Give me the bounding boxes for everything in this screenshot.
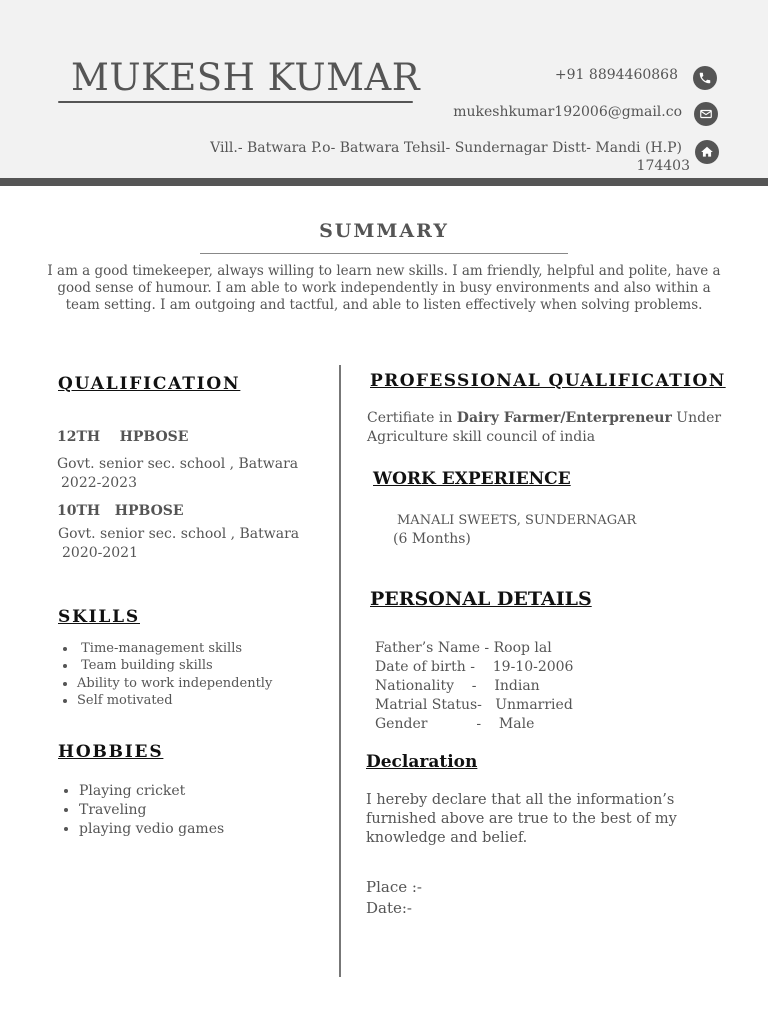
personal-row-father: Father’s Name - Roop lal (375, 640, 552, 656)
hobby-item: • Traveling (79, 801, 224, 820)
personal-details (375, 639, 573, 734)
school-12th: Govt. senior sec. school , Batwara (57, 456, 299, 472)
professional-prefix: Certifiate in (367, 410, 457, 426)
years-10th: 2020-2021 (62, 545, 138, 561)
qualification-10th-heading (57, 503, 184, 519)
school-10th: Govt. senior sec. school , Batwara (58, 526, 300, 542)
summary-title: SUMMARY (319, 220, 449, 242)
home-icon (695, 140, 719, 164)
skill-item: • Self motivated (77, 692, 272, 709)
hobbies-list (59, 782, 224, 839)
phone-icon (693, 66, 717, 90)
grade-10th: 10TH (57, 503, 101, 519)
qualification-title: QUALIFICATION (58, 374, 241, 394)
personal-row-dob: Date of birth - 19-10-2006 (375, 659, 574, 675)
skills-list (57, 640, 272, 710)
board-10th: HPBOSE (114, 503, 184, 519)
personal-title: PERSONAL DETAILS (370, 588, 592, 610)
personal-row-gender: Gender - Male (375, 716, 535, 732)
candidate-name: MUKESH KUMAR (71, 56, 421, 99)
work-duration: (6 Months) (393, 531, 471, 547)
mail-icon (694, 102, 718, 126)
place-label: Place :- (366, 878, 423, 896)
board-12th: HPBOSE (119, 429, 189, 445)
years-12th: 2022-2023 (61, 475, 137, 491)
professional-title: PROFESSIONAL QUALIFICATION (370, 371, 726, 391)
declaration-title: Declaration (366, 752, 478, 772)
skill-item: • Ability to work independently (77, 675, 272, 692)
date-label: Date:- (366, 899, 412, 917)
grade-12th: 12TH (57, 429, 101, 445)
hobbies-title: HOBBIES (58, 742, 164, 762)
name-underline (58, 101, 413, 103)
column-divider (339, 365, 341, 977)
professional-course: Dairy Farmer/Enterpreneur (456, 410, 672, 426)
professional-suffix: Under (671, 410, 722, 426)
skill-item: • Team building skills (77, 657, 272, 674)
skills-title: SKILLS (58, 607, 140, 627)
hobby-item: • Playing cricket (79, 782, 224, 801)
address-line-1: Vill.- Batwara P.o- Batwara Tehsil- Sundernagar Distt- Mandi (H.P) (210, 140, 682, 156)
phone-number: +91 8894460868 (554, 67, 678, 83)
qualification-12th-heading (57, 429, 188, 445)
work-title: WORK EXPERIENCE (373, 469, 571, 489)
summary-underline (200, 253, 568, 254)
professional-line-2: Agriculture skill council of india (367, 429, 596, 445)
personal-row-nationality: Nationality - Indian (375, 678, 540, 694)
personal-row-marital: Matrial Status- Unmarried (375, 697, 573, 713)
header-divider-bar (0, 178, 768, 186)
declaration-text: I hereby declare that all the information’s furnished above are true to the best of my knowledge and belief. (366, 792, 677, 846)
address-line-2: 174403 (636, 158, 690, 174)
hobby-item: • playing vedio games (79, 820, 224, 839)
professional-line-1 (367, 409, 721, 428)
skill-item: • Time-management skills (77, 640, 272, 657)
summary-text: I am a good timekeeper, always willing to learn new skills. I am friendly, helpful and polite, have a good sense of humour. I am able to work independently in busy environments and also within a team setting. I am outgoing and tactful, and able to listen effectively when solving problems. (47, 263, 721, 313)
email-address: mukeshkumar192006@gmail.co (453, 104, 682, 120)
work-company: MANALI SWEETS, SUNDERNAGAR (397, 513, 637, 528)
